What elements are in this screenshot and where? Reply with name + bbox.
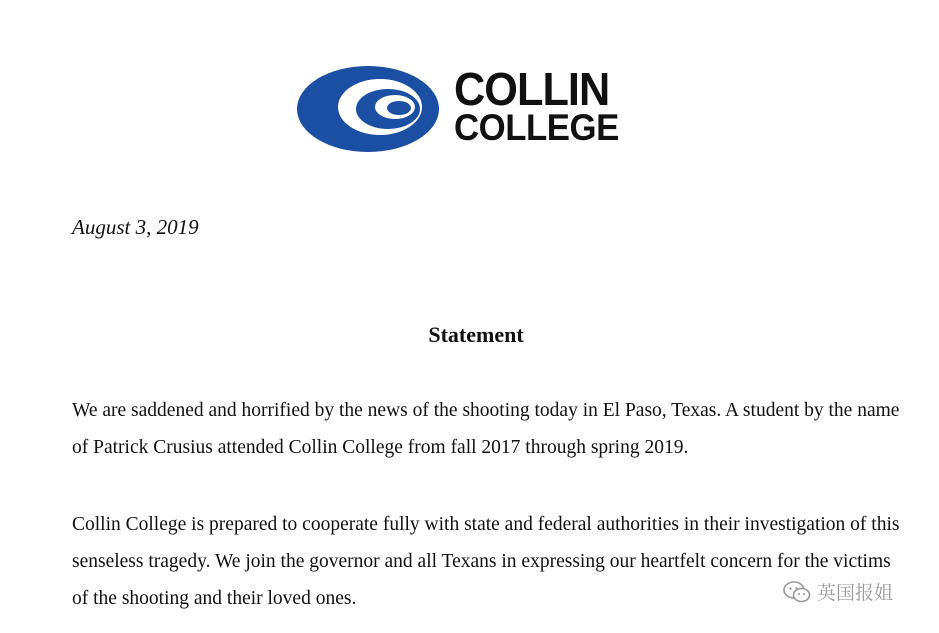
wechat-icon: [783, 581, 811, 603]
logo-line-2: COLLEGE: [454, 107, 619, 148]
watermark: [783, 578, 893, 605]
statement-heading: Statement: [428, 322, 524, 347]
paragraph-2: Collin College is prepared to cooperate fully with state and federal authorities in their investigation of this senseless tragedy. We join the governor and all Texans in expressing our heartfelt concern for the victims of the shooting and their loved ones.: [72, 514, 900, 609]
swirl-emblem-icon: [296, 62, 446, 154]
letter-date: August 3, 2019: [72, 215, 199, 239]
collin-college-logo: [296, 62, 666, 154]
logo-wordmark: [454, 63, 619, 148]
paragraph-1: We are saddened and horrified by the news of the shooting today in El Paso, Texas. A student by the name of Patrick Crusius attended Collin College from fall 2017 through spring 2019.: [72, 400, 900, 458]
logo-line-1: COLLIN: [454, 63, 610, 115]
watermark-text: 英国报姐: [817, 582, 894, 604]
